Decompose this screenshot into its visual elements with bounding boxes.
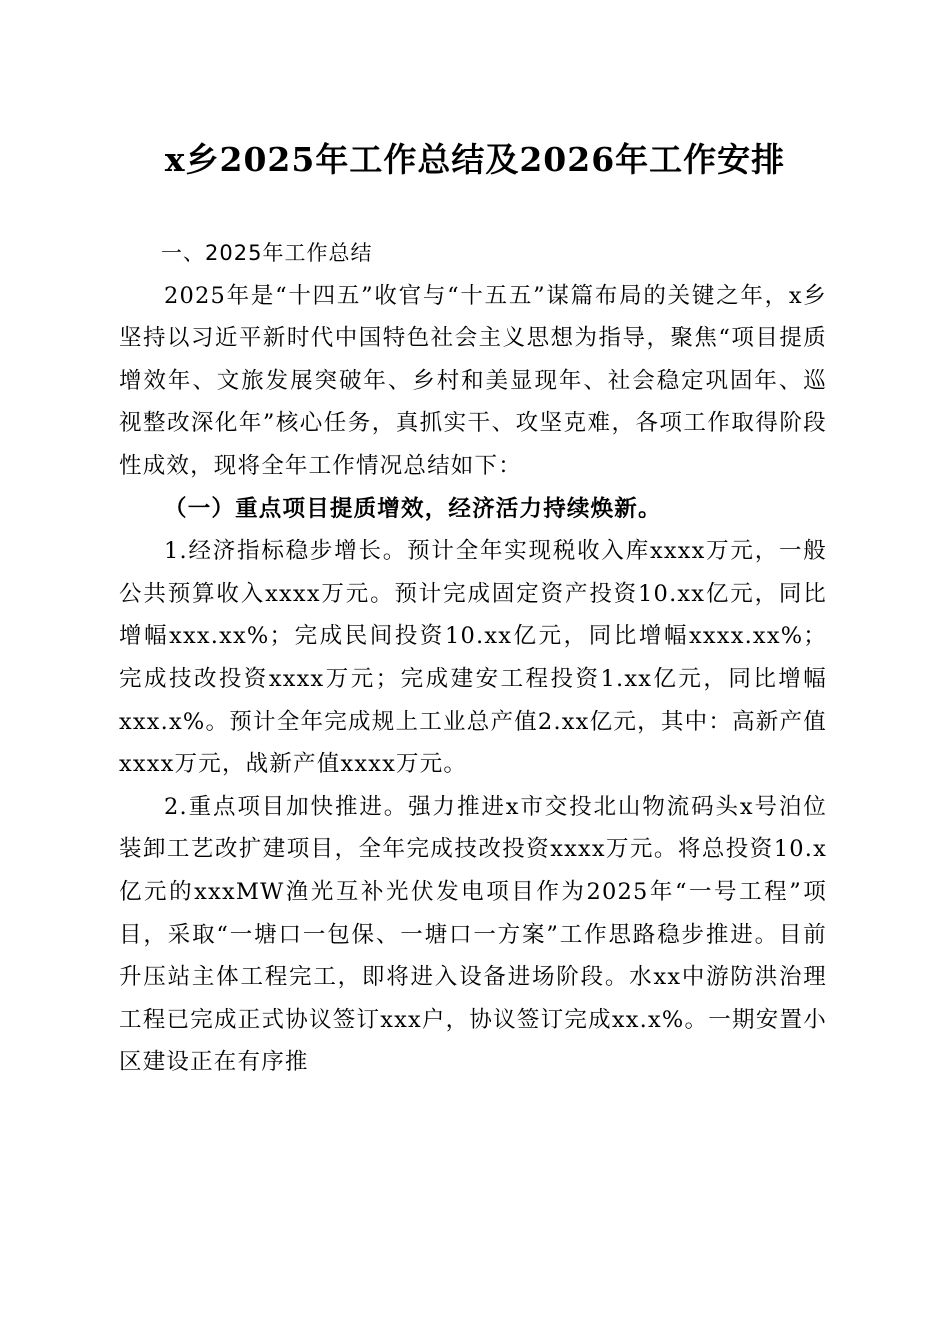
document-body: [119, 232, 827, 1084]
section-heading: 一、2025年工作总结: [161, 241, 373, 265]
subsection-heading: （一）重点项目提质增效，经济活力持续焕新。: [164, 495, 662, 522]
intro-paragraph: 2025年是“十四五”收官与“十五五”谋篇布局的关键之年，x乡坚持以习近平新时代中国特色社会主义思想为指导，聚焦“项目提质增效年、文旅发展突破年、乡村和美显现年、社会稳定巩固年、巡视整改深化年”核心任务，真抓实干、攻坚克难，各项工作取得阶段性成效，现将全年工作情况总结如下：: [119, 282, 827, 479]
item2-paragraph: 2.重点项目加快推进。强力推进x市交投北山物流码头x号泊位装卸工艺改扩建项目，全年完成技改投资xxxx万元。将总投资10.x亿元的xxxMW渔光互补光伏发电项目作为2025年“一号工程”项目，采取“一塘口一包保、一塘口一方案”工作思路稳步推进。目前升压站主体工程完工，即将进入设备进场阶段。水xx中游防洪治理工程已完成正式协议签订xxx户，协议签订完成xx.x%。一期安置小区建设正在有序推: [119, 793, 827, 1076]
item1-paragraph: 1.经济指标稳步增长。预计全年实现税收入库xxxx万元，一般公共预算收入xxxx万元。预计完成固定资产投资10.xx亿元，同比增幅xxx.xx%；完成民间投资10.xx亿元，同比增幅xxxx.xx%；完成技改投资xxxx万元；完成建安工程投资1.xx亿元，同比增幅xxx.x%。预计全年完成规上工业总产值2.xx亿元，其中：高新产值xxxx万元，战新产值xxxx万元。: [119, 538, 827, 778]
document-title: x乡2025年工作总结及2026年工作安排: [164, 140, 786, 179]
